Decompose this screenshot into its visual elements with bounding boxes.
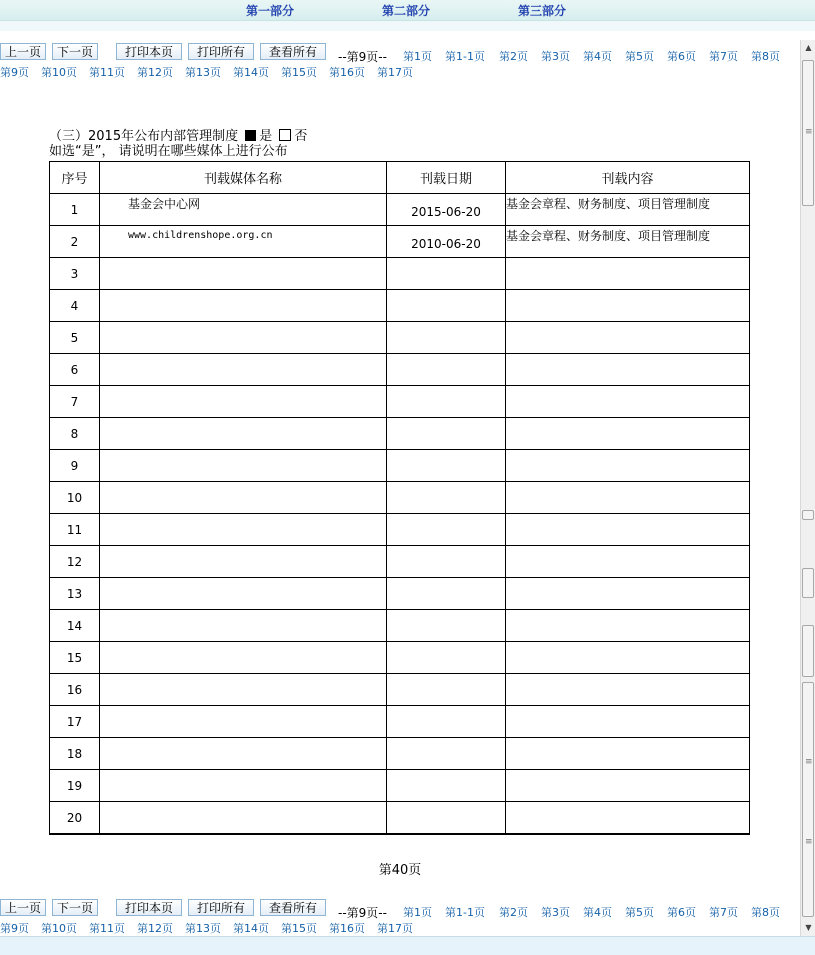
table-row: [50, 322, 750, 354]
header-no: 序号: [50, 162, 100, 194]
page-link[interactable]: 第15页: [281, 922, 317, 935]
document-viewport: [0, 40, 800, 936]
content-cell: [506, 354, 750, 386]
page-link[interactable]: 第1页: [403, 50, 432, 63]
checked-box-icon: [245, 130, 256, 141]
row-number: 9: [50, 450, 100, 482]
date-cell: [387, 450, 506, 482]
content-cell: [506, 610, 750, 642]
media-cell: [100, 546, 387, 578]
date-cell: [387, 578, 506, 610]
date-cell: [387, 354, 506, 386]
table-row: [50, 226, 750, 258]
row-number: 2: [50, 226, 100, 258]
page-link[interactable]: 第13页: [185, 66, 221, 79]
page-link[interactable]: 第9页: [0, 922, 29, 935]
date-cell: [387, 482, 506, 514]
media-name: www.childrenshope.org.cn: [128, 230, 273, 241]
current-page-indicator: --第9页--: [338, 50, 387, 64]
date-cell: [387, 418, 506, 450]
content-cell: [506, 322, 750, 354]
media-cell: [100, 642, 387, 674]
scroll-thumb[interactable]: [802, 60, 814, 206]
page-link[interactable]: 第1-1页: [445, 906, 485, 919]
page-number: 第40页: [378, 863, 422, 878]
page-link[interactable]: 第12页: [137, 922, 173, 935]
row-number: 13: [50, 578, 100, 610]
part-1-link[interactable]: 第一部分: [246, 4, 295, 18]
page-link[interactable]: 第11页: [89, 922, 125, 935]
page-link[interactable]: 第16页: [329, 66, 365, 79]
next-page-button[interactable]: 下一页: [52, 43, 98, 60]
page-link[interactable]: 第11页: [89, 66, 125, 79]
row-number: 8: [50, 418, 100, 450]
table-row: [50, 770, 750, 802]
page-link[interactable]: 第10页: [41, 66, 77, 79]
header-media: 刊载媒体名称: [100, 162, 387, 194]
table-row: [50, 802, 750, 835]
date-cell: [387, 610, 506, 642]
top-banner: [0, 0, 815, 21]
view-all-button[interactable]: 查看所有: [260, 43, 326, 60]
content-cell: [506, 802, 750, 835]
media-cell: [100, 386, 387, 418]
content-cell: [506, 706, 750, 738]
media-cell: [100, 258, 387, 290]
page-link[interactable]: 第4页: [583, 906, 612, 919]
page-link[interactable]: 第9页: [0, 66, 29, 79]
table-row: [50, 418, 750, 450]
page-link[interactable]: 第10页: [41, 922, 77, 935]
grip-icon: ≡: [805, 837, 813, 847]
table-row: [50, 386, 750, 418]
scroll-down-icon[interactable]: ▼: [805, 923, 812, 932]
row-number: 11: [50, 514, 100, 546]
content-cell: [506, 546, 750, 578]
unchecked-box-icon: [279, 129, 291, 141]
page-link[interactable]: 第13页: [185, 922, 221, 935]
scroll-up-icon[interactable]: ▲: [805, 43, 812, 52]
content-cell: [506, 418, 750, 450]
media-cell: [100, 738, 387, 770]
table-row: [50, 546, 750, 578]
media-cell: [100, 610, 387, 642]
page-link[interactable]: 第2页: [499, 50, 528, 63]
page-link[interactable]: 第8页: [751, 50, 780, 63]
media-cell: [100, 354, 387, 386]
page-link[interactable]: 第14页: [233, 922, 269, 935]
media-name: 基金会中心网: [128, 197, 201, 211]
question-label: （三）2015年公布内部管理制度: [49, 129, 239, 144]
content-cell: [506, 386, 750, 418]
media-cell: [100, 514, 387, 546]
next-page-button[interactable]: 下一页: [52, 899, 98, 916]
header-date: 刊载日期: [387, 162, 506, 194]
content-value: 基金会章程、财务制度、项目管理制度: [506, 229, 711, 243]
content-cell: [506, 258, 750, 290]
date-cell: [387, 642, 506, 674]
table-row: [50, 578, 750, 610]
row-number: 16: [50, 674, 100, 706]
row-number: 14: [50, 610, 100, 642]
page-link[interactable]: 第5页: [625, 50, 654, 63]
content-cell: [506, 514, 750, 546]
table-row: [50, 482, 750, 514]
row-number: 7: [50, 386, 100, 418]
content-cell: [506, 226, 750, 258]
table-row: [50, 642, 750, 674]
date-cell: [387, 738, 506, 770]
option-no-label: 否: [294, 129, 308, 144]
part-2-link[interactable]: 第二部分: [382, 4, 431, 18]
current-page-indicator: --第9页--: [338, 906, 387, 920]
vertical-scrollbar[interactable]: [800, 40, 815, 936]
page-link[interactable]: 第7页: [709, 50, 738, 63]
prev-page-button[interactable]: 上一页: [0, 43, 46, 60]
media-cell: [100, 802, 387, 835]
content-value: 基金会章程、财务制度、项目管理制度: [506, 197, 711, 211]
row-number: 18: [50, 738, 100, 770]
page-link[interactable]: 第6页: [667, 50, 696, 63]
date-cell: [387, 386, 506, 418]
page-link[interactable]: 第3页: [541, 906, 570, 919]
print-page-button[interactable]: 打印本页: [116, 43, 182, 60]
content-cell: [506, 642, 750, 674]
page-link[interactable]: 第5页: [625, 906, 654, 919]
date-value: 2015-06-20: [411, 204, 481, 219]
content-cell: [506, 578, 750, 610]
page-link[interactable]: 第2页: [499, 906, 528, 919]
page-link[interactable]: 第7页: [709, 906, 738, 919]
table-row: [50, 258, 750, 290]
table-row: [50, 738, 750, 770]
date-cell: [387, 226, 506, 258]
media-cell: [100, 706, 387, 738]
date-cell: [387, 290, 506, 322]
scroll-segment[interactable]: [802, 682, 814, 917]
row-number: 10: [50, 482, 100, 514]
grip-icon: ≡: [805, 127, 813, 137]
row-number: 1: [50, 194, 100, 226]
table-row: [50, 450, 750, 482]
table-header-row: [50, 162, 750, 194]
media-cell: [100, 418, 387, 450]
table-row: [50, 610, 750, 642]
scroll-segment[interactable]: [802, 625, 814, 677]
page-link[interactable]: 第12页: [137, 66, 173, 79]
table-row: [50, 194, 750, 226]
content-cell: [506, 770, 750, 802]
view-all-button[interactable]: 查看所有: [260, 899, 326, 916]
section-instruction: 如选“是”， 请说明在哪些媒体上进行公布: [49, 144, 288, 159]
table-row: [50, 290, 750, 322]
date-cell: [387, 322, 506, 354]
media-cell: [100, 482, 387, 514]
page-link[interactable]: 第4页: [583, 50, 612, 63]
part-3-link[interactable]: 第三部分: [518, 4, 567, 18]
page-nav-bottom: [0, 898, 800, 934]
print-page-button[interactable]: 打印本页: [116, 899, 182, 916]
table-row: [50, 514, 750, 546]
table-row: [50, 706, 750, 738]
date-value: 2010-06-20: [411, 236, 481, 251]
date-cell: [387, 674, 506, 706]
date-cell: [387, 802, 506, 835]
prev-page-button[interactable]: 上一页: [0, 899, 46, 916]
page-link[interactable]: 第16页: [329, 922, 365, 935]
bottom-strip: [0, 936, 815, 955]
media-cell: [100, 674, 387, 706]
media-cell: [100, 226, 387, 258]
row-number: 20: [50, 802, 100, 835]
content-cell: [506, 194, 750, 226]
content-cell: [506, 738, 750, 770]
row-number: 15: [50, 642, 100, 674]
row-number: 12: [50, 546, 100, 578]
content-cell: [506, 482, 750, 514]
date-cell: [387, 770, 506, 802]
media-cell: [100, 770, 387, 802]
page-link[interactable]: 第1-1页: [445, 50, 485, 63]
page-link[interactable]: 第17页: [377, 922, 413, 935]
media-cell: [100, 450, 387, 482]
table-row: [50, 674, 750, 706]
grip-icon: ≡: [805, 757, 813, 767]
option-yes-label: 是: [259, 129, 273, 144]
media-cell: [100, 578, 387, 610]
section-question: [49, 129, 307, 144]
scroll-segment[interactable]: [802, 568, 814, 598]
page-link[interactable]: 第6页: [667, 906, 696, 919]
media-cell: [100, 322, 387, 354]
scroll-segment[interactable]: [802, 510, 814, 520]
date-cell: [387, 706, 506, 738]
media-cell: [100, 194, 387, 226]
page-nav-top: [0, 42, 800, 78]
header-content: 刊载内容: [506, 162, 750, 194]
content-cell: [506, 290, 750, 322]
date-cell: [387, 258, 506, 290]
row-number: 19: [50, 770, 100, 802]
table-row: [50, 354, 750, 386]
date-cell: [387, 514, 506, 546]
top-strip: [0, 21, 815, 31]
row-number: 5: [50, 322, 100, 354]
print-all-button[interactable]: 打印所有: [188, 899, 254, 916]
print-all-button[interactable]: 打印所有: [188, 43, 254, 60]
page-link[interactable]: 第17页: [377, 66, 413, 79]
page-link[interactable]: 第3页: [541, 50, 570, 63]
page-link[interactable]: 第8页: [751, 906, 780, 919]
content-cell: [506, 674, 750, 706]
date-cell: [387, 546, 506, 578]
row-number: 3: [50, 258, 100, 290]
row-number: 6: [50, 354, 100, 386]
page-link[interactable]: 第14页: [233, 66, 269, 79]
row-number: 17: [50, 706, 100, 738]
media-cell: [100, 290, 387, 322]
page-link[interactable]: 第15页: [281, 66, 317, 79]
page-link[interactable]: 第1页: [403, 906, 432, 919]
publication-table: [49, 161, 750, 835]
content-cell: [506, 450, 750, 482]
row-number: 4: [50, 290, 100, 322]
date-cell: [387, 194, 506, 226]
